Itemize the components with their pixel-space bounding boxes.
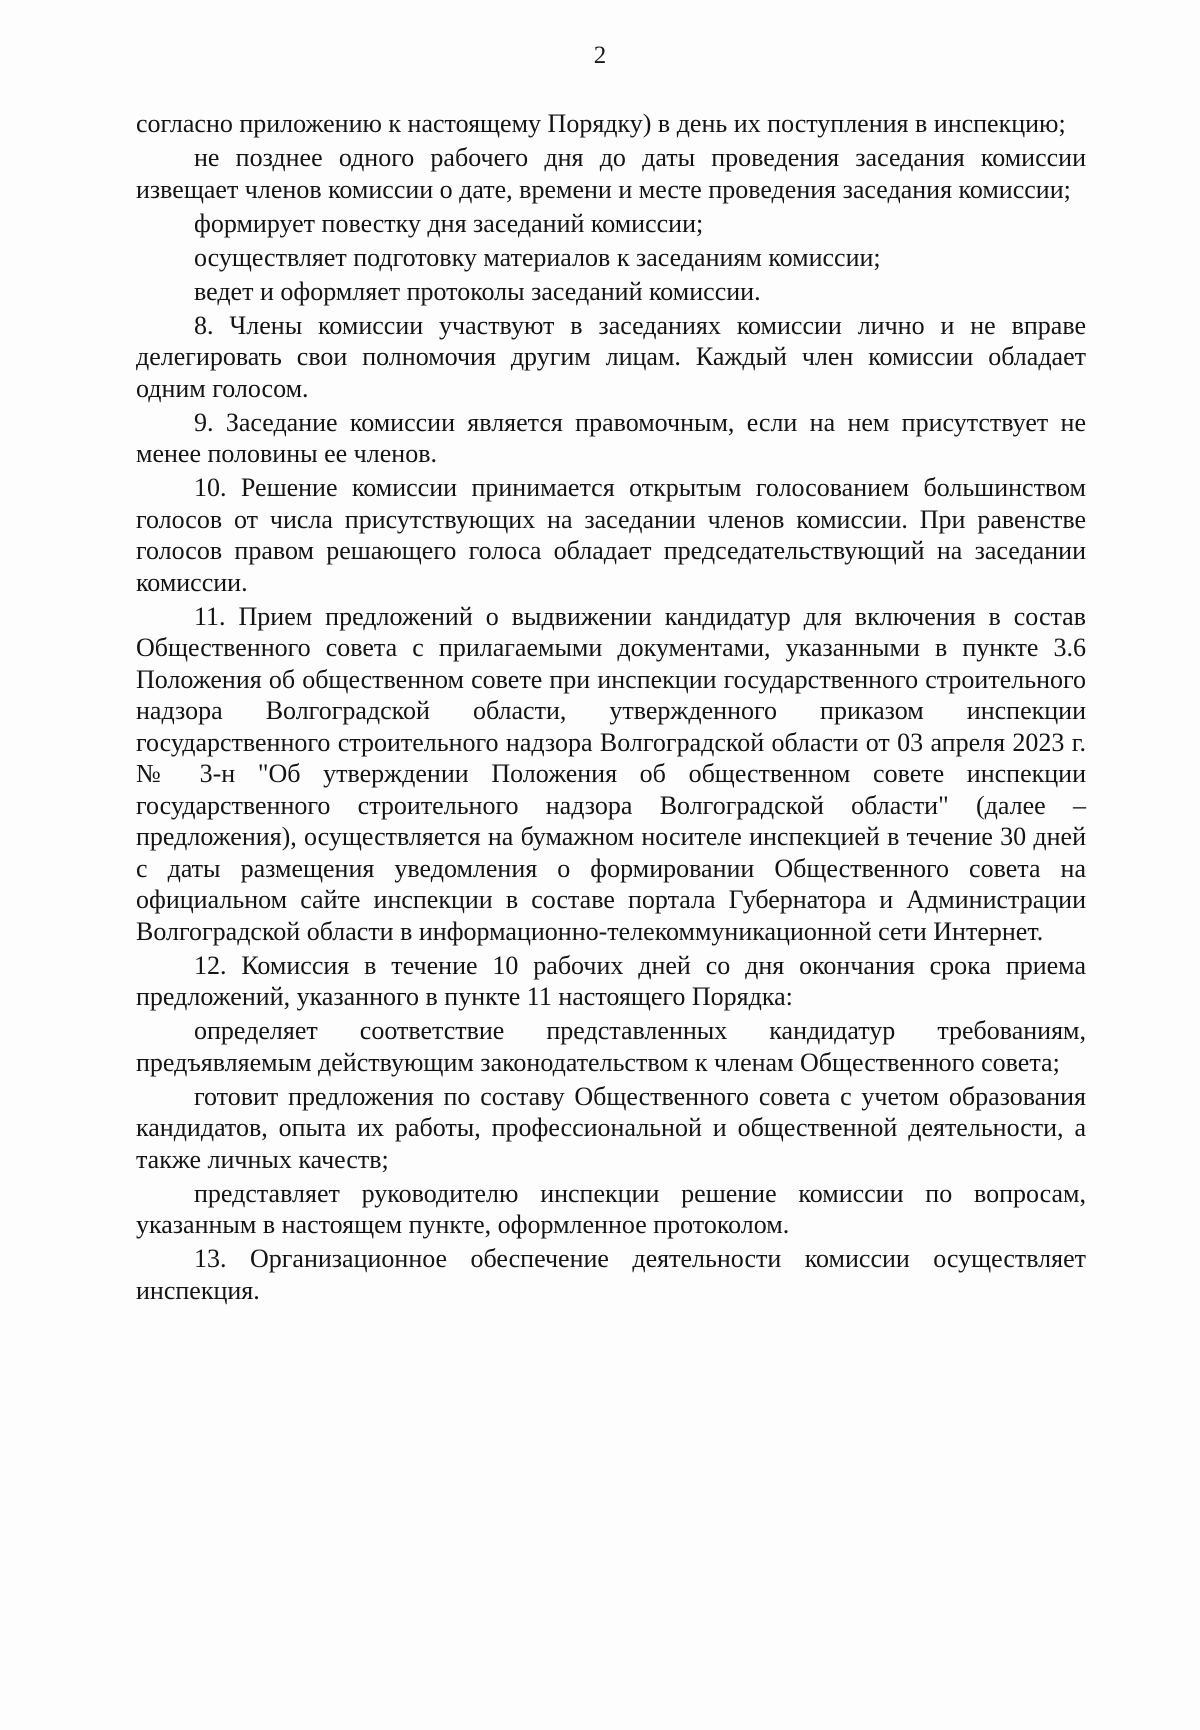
paragraph: представляет руководителю инспекции решение комиссии по вопросам, указанным в настоящем пункте, оформленное протоколом. (136, 1178, 1086, 1239)
paragraph: готовит предложения по составу Общественного совета с учетом образования кандидатов, опыта их работы, профессиональной и общественной деятельности, а также личных качеств; (136, 1081, 1086, 1174)
paragraph: 13. Организационное обеспечение деятельности комиссии осуществляет инспекция. (136, 1244, 1086, 1305)
paragraph: осуществляет подготовку материалов к заседаниям комиссии; (194, 242, 881, 272)
document-body (136, 108, 1086, 1309)
paragraph: не позднее одного рабочего дня до даты проведения заседания комиссии извещает членов комиссии о дате, времени и месте проведения заседания комиссии; (136, 143, 1086, 204)
paragraph: 12. Комиссия в течение 10 рабочих дней со дня окончания срока приема предложений, указанного в пункте 11 настоящего Порядка: (136, 950, 1086, 1011)
paragraph: ведет и оформляет протоколы заседаний комиссии. (194, 276, 761, 306)
page-number: 2 (593, 42, 607, 69)
paragraph: согласно приложению к настоящему Порядку) в день их поступления в инспекцию; (136, 109, 1066, 138)
paragraph: 9. Заседание комиссии является правомочным, если на нем присутствует не менее половины ее членов. (136, 407, 1086, 468)
paragraph: 8. Члены комиссии участвуют в заседаниях комиссии лично и не вправе делегировать свои полномочия другим лицам. Каждый член комиссии обладает одним голосом. (136, 310, 1086, 403)
paragraph: определяет соответствие представленных кандидатур требованиям, предъявляемым действующим законодательством к членам Общественного совета; (136, 1016, 1086, 1077)
paragraph: 10. Решение комиссии принимается открытым голосованием большинством голосов от числа присутствующих на заседании членов комиссии. При равенстве голосов правом решающего голоса обладает председательствующий на заседании комиссии. (136, 473, 1086, 597)
paragraph: 11. Прием предложений о выдвижении кандидатур для включения в состав Общественного совета с прилагаемыми документами, указанными в пункте 3.6 Положения об общественном совете при инспекции государственного строительного надзора Волгоградской области, утвержденного приказом инспекции государственного строительного надзора Волгоградской области от 03 апреля 2023 г. № 3-н "Об утверждении Положения об общественном совете инспекции государственного строительного надзора Волгоградской области" (далее – предложения), осуществляется на бумажном носителе инспекцией в течение 30 дней с даты размещения уведомления о формировании Общественного совета на официальном сайте инспекции в составе портала Губернатора и Администрации Волгоградской области в информационно-телекоммуникационной сети Интернет. (136, 601, 1086, 946)
paragraph: формирует повестку дня заседаний комиссии; (194, 208, 704, 238)
